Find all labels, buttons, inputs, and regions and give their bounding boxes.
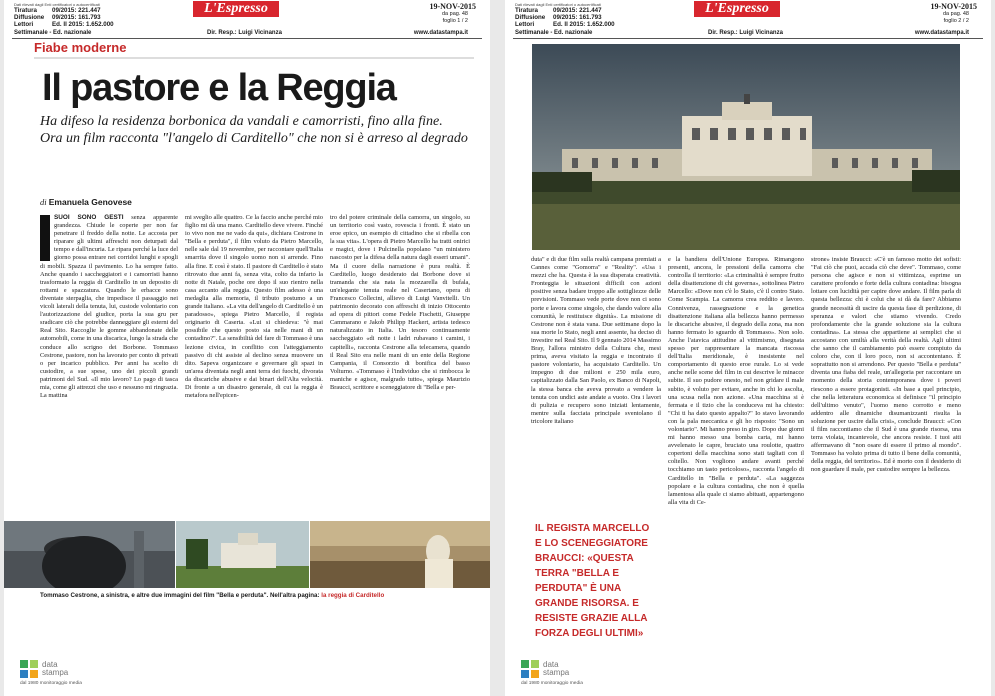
dropcap-block <box>40 215 50 261</box>
article-deck: Ha difeso la residenza borbonica da vandali e camorristi, fino alla fine. Ora un film racconta "l'angelo di Carditello" che non si è arreso al degrado <box>40 114 468 146</box>
header-divider <box>12 38 482 39</box>
photo-reggia-green <box>176 521 309 588</box>
photo-caption: Tommaso Cestrone, a sinistra, e altre due immagini del film "Bella e perduta". Nell'altra pagina: la reggia di Carditello <box>40 592 385 599</box>
website-link[interactable]: www.datastampa.it <box>914 30 969 36</box>
article-column-3: strone» insiste Braucci: «C'è un famoso motto dei sofisti: "Fai ciò che puoi, accada ciò che deve". Tommaso, come persona che agisce e non si vittimizza, esprime un carattere profondo e forte della cultura contadina: bisogna lottare con lucidità per capire dove andare. Il film parla di questa bellezza: chi è colui che si dà da fare? Abbiamo grande necessità di uscire da questa fase di perdizione, di speranza e valori che stiamo vivendo. Credo profondamente che la grande soluzione sia la cultura contadina». La stessa che appartiene ai semplici che si accostano con umiltà alla verità della realtà. Agli ultimi che sanno che il cambiamento può essere compiuto da coloro che, con il loro poco, non si accontentano. È soprattutto non si arrendono. Per questo "Bella e perduta" diventa una fiaba del reale, un'allegoria per raccontare un momento della storia contemporanea dove i poveri riescono a essere protagonisti. «In base a quel principio, che nella letteratura economica si definisce "il principio dell'ultimo venuto", l'uomo meno corrotto e meno addentro alle dinamiche disumanizzanti risulta la soluzione per uscire dalla crisi», conclude Braucci: «Con il film raccontiamo che il Sud è una grande risorsa, una terra violata, incantevole, che ancora resiste. I tuoi aiti affermavano di "non osare di essere il primo al mondo". Tommaso ha voluto prima di tutto il bene della comunità, della reggia, del territorio». Ed è morto con il desiderio di non guardare il male, per custodire sempre la bellezza. <box>811 256 961 474</box>
article-column-1: duta" e di due film sulla realtà campana premiati a Cannes come "Gomorra" e "Reality". «Usa i mezzi che ha. Questa è la sua disperata creatività. Fronteggia le situazioni difficili con azioni positive senza badare troppo alle sottigliezze delle previsioni. Tommaso vede porte dove non ci sono porte e lavora come singolo, che dando valore alla comunità, le restituisce dignità». La missione di Cestrone non è stata vana. Due settimane dopo la sua morte lo Stato, negli anni assente, ha deciso di investire nel Real Sito. Il 9 gennaio 2014 Massimo Bray, l'allora ministro della Cultura che, mesi prima, aveva visitato la reggia e incontrato il pastore volontario, ha acquistato Carditello. Un impegno di due milioni e 250 mila euro, capitalizzato dalla San Paolo, ex Banco di Napoli, la stessa banca che aveva provato a vendere la tenuta con undici aste andate a vuoto. Ora i lavori di pulizia e recupero sono iniziati lentamente, mentre sulla facciata principale sventolano il tricolore italiano <box>531 256 661 425</box>
header-fine-print: Dati rilevati dagli Enti certificatori o autocertificati <box>14 2 100 7</box>
rubric-label: Fiabe moderne <box>34 40 127 55</box>
rubric-band <box>34 57 474 59</box>
director-label: Dir. Resp.: Luigi Vicinanza <box>708 30 783 36</box>
article-column-2: mi sveglio alle quattro. Ce la faccio anche perché mio figlio mi dà una mano. Carditello deve vivere. Finché io vivo non me ne vado da qui», dichiara Cestrone in "Bella e perduta", il film voluto da Pietro Marcello, nelle sale dal 19 novembre, per raccontare quell'Italia smarrita dove il singolo uomo non si arrende. Fino alla fine. E così è stato. Il pastore di Carditello è stato ritrovato due anni fa, senza vita, colto da infarto la notte di Natale, poche ore dopo il suo rientro nella casa accanto alla reggia. Questo film adesso è una medaglia alla memoria, il tributo postumo a un grande italiano. «La vita dell'angelo di Carditello è un paradosso», spiega Pietro Marcello, il regista originario di Caserta. «Lui si chiedeva: "è mai possibile che questo posto sia nelle mani di un contadino?". La sensibilità del fare di Tommaso è una lezione civica, in conflitto con l'atteggiamento passivo di chi assiste al declino senza muovere un dito. Sapeva organizzare e governare gli spazi in un'area diventata negli anni terra dei fuochi, divorata da discariche abusive e dai binari dell'Alta velocità. Di fronte a un disastro generale, di cui la reggia è metafora nell'epicen- <box>185 214 323 400</box>
edition-label: Settimanale - Ed. nazionale <box>14 30 92 36</box>
article-byline: di Emanuela Genovese <box>40 197 132 207</box>
director-label: Dir. Resp.: Luigi Vicinanza <box>207 30 282 36</box>
datastampa-logo: data stampa dal 1980 monitoraggio media <box>521 660 583 686</box>
circulation-stats: Tiratura 09/2015: 221.447 Diffusione 09/2015: 161.793 Lettori Ed. II 2015: 1.652.000 <box>14 7 114 28</box>
circulation-stats: Tiratura 09/2015: 221.447 Diffusione 09/2015: 161.793 Lettori Ed. II 2015: 1.652.000 <box>515 7 615 28</box>
header-fine-print: Dati rilevati dagli Enti certificatori o autocertificati <box>515 2 601 7</box>
page-header <box>4 0 490 40</box>
newspaper-page-left <box>4 0 490 696</box>
article-title: Il pastore e la Reggia <box>42 67 396 109</box>
page-reference: da pag. 48 foglio 1 / 2 <box>442 11 468 24</box>
photo-pulcinella <box>310 521 490 588</box>
article-column-3: tro del potere criminale della camorra, un singolo, su un territorio così vasto, rovescia i fronti. È stato un eroe epico, un esempio di cittadino che si ribella con la sua vita». L'opera di Pietro Marcello ha tratti onirici e magici, dove i Pulcinella popolano "un ministero nascosto per la difesa della natura dagli esseri umani". Ma il cuore della narrazione è pura realtà. È Carditello, luogo desiderato dai Borbone dove si tramanda che sia nata la mozzarella di bufala, un'elegante tenuta reale nel Casertano, opera di Francesco Collecini, allievo di Luigi Vanvitelli. Un patrimonio decorato con affreschi di inizio Ottocento ad opera di pittori come Fedele Fischetti, Giuseppe Cammarano e Jakob Philipp Hackert, artista tedesco naturalizzato in Italia. Un tesoro continuamente saccheggiato «di notte i ladri rubavano i camini, i capitelli», racconta Cestrone alla telecamera, quando il Real Sito era nelle mani di un ente della Regione Campania, il Consorzio di bonifica del basso Volturno. «Tommaso è l'individuo che si rimbocca le maniche e agisce, malgrado tutto», spiega Maurizio Braucci, scrittore e sceneggiatore di "Bella e per- <box>330 214 470 391</box>
espresso-logo: L'Espresso <box>694 1 780 17</box>
page-header <box>505 0 991 40</box>
photo-shepherd <box>4 521 175 588</box>
datastampa-logo-icon <box>521 660 539 678</box>
datastampa-logo: data stampa dal 1980 monitoraggio media <box>20 660 82 686</box>
datastampa-logo-icon <box>20 660 38 678</box>
article-column-1: SUOI SONO GESTI senza apparente grandezza. Chiude le coperte per non far penetrare il freddo della notte. Le accosta per riparare gli ultimi affreschi non deturpati dal tempo e dall'incuria. Le ripara perché la luce del giorno possa entrare nei corridoi lunghi e spogli di mobili. Spazza il pavimento. Lo ha sempre fatto. Anche quando i saccheggiatori e i camorristi hanno trasformato la reggia di Carditello in un deposito di rottami e spazzatura. Quando le erbacce sono diventate sterpaglia, che impedisce il passaggio nei vicoli laterali della tenuta, lui, custode volontario con l'autorizzazione del giudice, porta la sua gru per sradicare ciò che potrebbe danneggiare gli esterni del Real Sito. Raccoglie le gomme abbandonate delle automobili, come in una discarica, lungo la strada che conduce allo scrigno dei Borbone. Tommaso Cestrone, pastore, non ha lavorato per conto di privati o per incarico pubblico. Per anni ha scelto di custodire, a sue spese, uno dei piccoli grandi patrimoni del Sud. «Il mio lavoro? Lo pago di tasca mia, come gli attrezzi che uso e nessuno mi ringrazia. La mattina <box>40 214 178 400</box>
header-divider <box>513 38 983 39</box>
issue-date: 19-NOV-2015 <box>429 2 476 11</box>
espresso-logo: L'Espresso <box>193 1 279 17</box>
page-reference: da pag. 48 foglio 2 / 2 <box>943 11 969 24</box>
issue-date: 19-NOV-2015 <box>930 2 977 11</box>
pull-quote: IL REGISTA MARCELLO E LO SCENEGGIATORE BRAUCCI: «QUESTA TERRA "BELLA E PERDUTA" È UNA GRANDE RISORSA. E RESISTE GRAZIE ALLA FORZA DEGLI ULTIMI» <box>535 523 650 639</box>
website-link[interactable]: www.datastampa.it <box>413 30 468 36</box>
edition-label: Settimanale - Ed. nazionale <box>515 30 593 36</box>
newspaper-page-right <box>505 0 991 696</box>
film-photo-strip <box>4 521 490 588</box>
reggia-carditello-photo <box>532 44 960 250</box>
article-column-2: e la bandiera dell'Unione Europea. Rimangono presenti, ancora, le pressioni della camorra che controlla il territorio: «La criminalità è sempre frutto della disattenzione di chi governa», sottolinea Pietro Marcello: «Dove non c'è lo Stato, c'è il contro Stato. Come Scampia. La camorra crea reddito e lavoro. Connivenza, rassegnazione e la genetica disattenzione italiana alla bellezza hanno permesso le discariche abusive, il degrado della zona, ma non hanno fermato lo sguardo di Tommaso». Non solo. Anche l'atavica attitudine al vittimismo, disegnata spesso per rappresentare la mancata riscossa dell'Italia meridionale, è inesistente nel comportamento di questo eroe rurale. Lo si vede anche nelle scene del film in cui descrive le minacce subite. Il suo pudore onesto, nel non gridare il male subito, è voluto per evitare, anche in chi lo ascolta, una scusa nella non azione. «Una macchina si è fermata e il tizio che la conduceva mi ha chiesto: "Chi ti ha dato questo appalto?" Io stavo lavorando con la pala meccanica e gli ho risposto: "Sono un volontario". Mi hanno preso in giro. Dopo due giorni mi hanno messo una bomba carta, mi hanno avvelenato le capre, bruciato una roulotte, quattro copertoni della macchina sono stati tagliati con il coltello. Non vogliono andare avanti perché tocchiamo un tasto pericoloso», racconta l'angelo di Carditello in "Bella e perduta". «La saggezza popolare e la cultura contadina, che non è quella lamentosa alla quale ci siamo abituati, appartengono alla vita di Ce- <box>668 256 804 506</box>
